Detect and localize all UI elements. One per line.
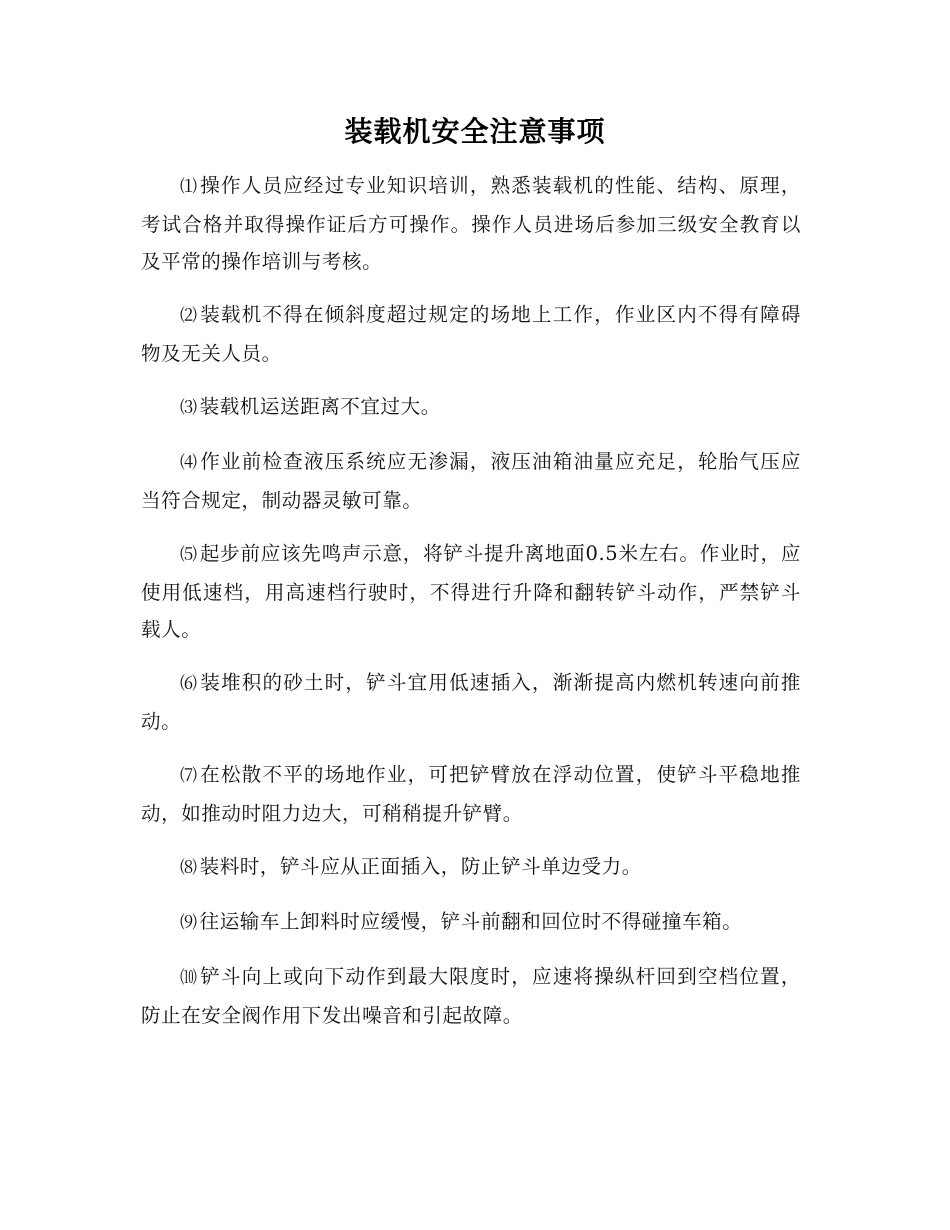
item-number: ⑴ (180, 177, 199, 197)
item-text: 装料时，铲斗应从正面插入，防止铲斗单边受力。 (199, 855, 642, 878)
item-number: ⑻ (180, 858, 198, 878)
list-item (141, 443, 801, 519)
item-text: 起步前应该先鸣声示意，将铲斗提升离地面0.5米左右。作业时，应使用低速档，用高速档行驶时，不得进行升降和翻转铲斗动作，严禁铲斗载人。 (141, 542, 801, 641)
list-item (141, 958, 801, 1034)
item-text: 往运输车上卸料时应缓慢，铲斗前翻和回位时不得碰撞车箱。 (199, 910, 743, 933)
document-body (141, 167, 801, 1050)
item-text: 在松散不平的场地作业，可把铲臂放在浮动位置，使铲斗平稳地推动，如推动时阻力边大，可稍稍提升铲臂。 (141, 763, 801, 825)
list-item (141, 848, 801, 887)
item-text: 铲斗向上或向下动作到最大限度时，应速将操纵杆回到空档位置，防止在安全阀作用下发出噪音和引起故障。 (141, 965, 801, 1027)
list-item (141, 756, 801, 832)
list-item (141, 664, 801, 740)
item-text: 装载机不得在倾斜度超过规定的场地上工作，作业区内不得有障碍物及无关人员。 (141, 303, 801, 365)
item-number: ⑼ (180, 913, 198, 933)
item-number: ⑷ (180, 453, 199, 473)
item-number: ⑹ (180, 674, 199, 694)
item-text: 装堆积的砂土时，铲斗宜用低速插入，渐渐提高内燃机转速向前推动。 (141, 671, 801, 733)
document-title: 装载机安全注意事项 (344, 115, 606, 148)
list-item (141, 903, 801, 942)
list-item (141, 296, 801, 372)
item-number: ⑶ (180, 398, 198, 418)
item-number: ⑵ (180, 306, 199, 326)
item-text: 作业前检查液压系统应无渗漏，液压油箱油量应充足，轮胎气压应当符合规定，制动器灵敏可靠。 (141, 450, 801, 512)
item-number: ⑸ (180, 545, 198, 565)
list-item (141, 167, 801, 280)
item-text: 装载机运送距离不宜过大。 (199, 395, 441, 418)
item-number: ⑽ (180, 968, 199, 988)
list-item (141, 388, 801, 427)
list-item (141, 535, 801, 648)
item-text: 操作人员应经过专业知识培训，熟悉装载机的性能、结构、原理，考试合格并取得操作证后方可操作。操作人员进场后参加三级安全教育以及平常的操作培训与考核。 (141, 174, 801, 273)
item-number: ⑺ (180, 766, 199, 786)
